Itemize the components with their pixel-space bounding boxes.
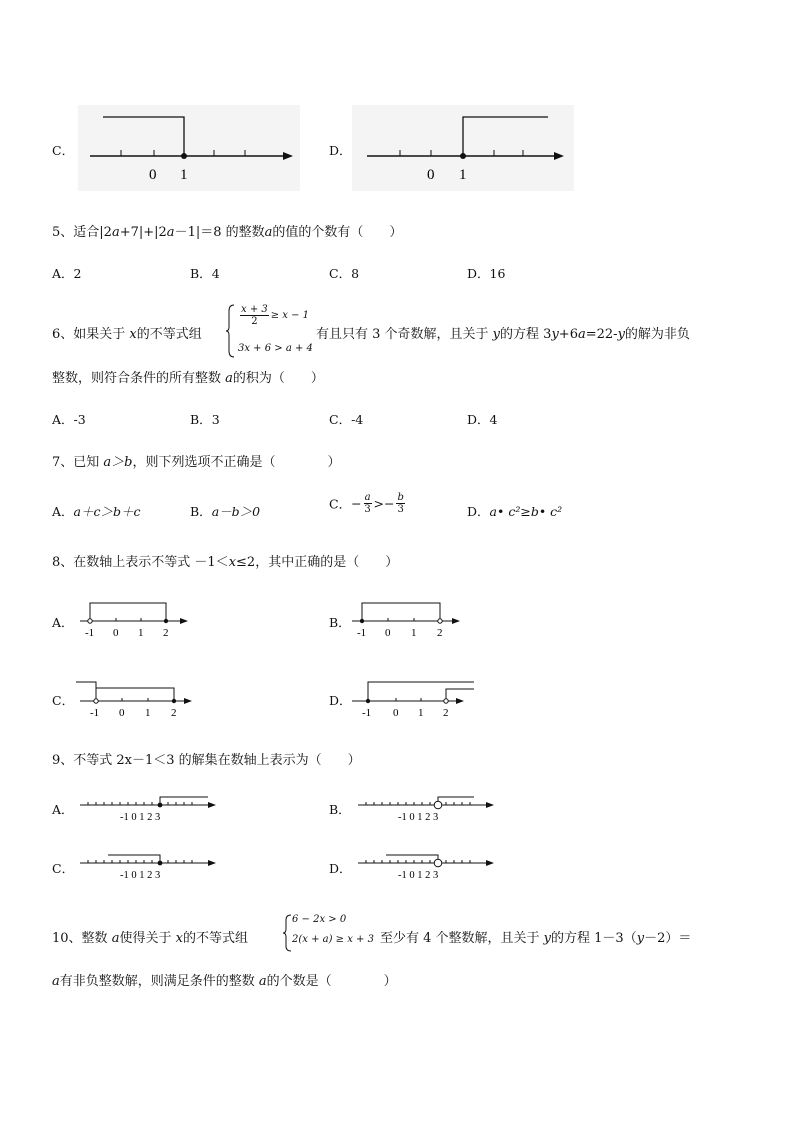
tick--1: -1 [85, 627, 95, 639]
q9b-tick-labels: -1 0 1 2 3 [398, 812, 439, 823]
q6-stem-prefix: 6、如果关于 x的不等式组 [52, 327, 202, 342]
q7-option-a[interactable]: A．a＋c＞b＋c [52, 504, 141, 519]
q4-option-c-numberline[interactable] [78, 105, 300, 191]
q7-stem: 7、已知 a＞b，则下列选项不正确是（ ） [52, 455, 341, 470]
q4-option-c-label[interactable]: C． [52, 143, 75, 158]
tick-1: 1 [180, 167, 188, 183]
tick-1: 1 [138, 627, 144, 639]
tick-2: 2 [443, 707, 449, 719]
q5-stem: 5、适合|2a+7|+|2a－1|＝8 的整数a的值的个数有（ ） [52, 225, 403, 240]
q6-option-d[interactable]: D．4 [467, 412, 498, 427]
q9-option-b-label[interactable]: B． [329, 802, 351, 817]
tick-1: 1 [145, 707, 151, 719]
q9-stem: 9、不等式 2x－1＜3 的解集在数轴上表示为（ ） [52, 753, 361, 768]
q4-option-d-numberline[interactable] [352, 105, 574, 191]
q5-option-a[interactable]: A．2 [52, 266, 82, 281]
q9c-tick-labels: -1 0 1 2 3 [120, 870, 161, 881]
q10-system-row1: 6 − 2x > 0 [292, 914, 347, 925]
tick-0: 0 [113, 627, 119, 639]
q7-option-b[interactable]: B．a－b＞0 [190, 504, 261, 519]
q9-option-c-label[interactable]: C． [52, 861, 75, 876]
q7-option-c[interactable]: C．− $\frac{a}{3}$ >− $\frac{b}{3}$ [329, 492, 404, 515]
q10-system-row2: 2(x + a) ≥ x + 3 [292, 934, 374, 945]
q8-option-c-label[interactable]: C． [52, 693, 75, 708]
tick--1: -1 [357, 627, 367, 639]
q10-stem-prefix: 10、整数 a使得关于 x的不等式组 [52, 931, 248, 946]
tick-0: 0 [393, 707, 399, 719]
q9-option-b-numberline[interactable] [356, 790, 498, 824]
tick-0: 0 [427, 167, 435, 183]
q8-option-d-label[interactable]: D． [329, 693, 352, 708]
q6-option-a[interactable]: A．-3 [52, 412, 86, 427]
q6-stem-suffix: 有且只有 3 个奇数解，且关于 y的方程 3y+6a=22-y的解为非负 [316, 327, 690, 342]
q6-stem-line2: 整数，则符合条件的所有整数 a的积为（ ） [52, 371, 324, 386]
q8-stem: 8、在数轴上表示不等式 －1＜x≤2，其中正确的是（ ） [52, 555, 399, 570]
tick-2: 2 [163, 627, 169, 639]
q6-system-row2: 3x + 6 > a + 4 [238, 343, 313, 354]
q9-option-c-numberline[interactable] [78, 848, 220, 882]
q9-option-d-label[interactable]: D． [329, 861, 352, 876]
tick-2: 2 [171, 707, 177, 719]
tick-1: 1 [418, 707, 424, 719]
tick-1: 1 [411, 627, 417, 639]
q8-option-a-label[interactable]: A． [52, 615, 74, 630]
q6-option-c[interactable]: C．-4 [329, 412, 364, 427]
q6-option-b[interactable]: B．3 [190, 412, 220, 427]
q8-option-b-numberline[interactable] [348, 598, 466, 642]
q6-system-row1: $\frac{x + 3}{2}$ ≥ x − 1 [241, 304, 310, 327]
q7-option-d[interactable]: D．a• c²≥b• c² [467, 504, 563, 519]
q9d-tick-labels: -1 0 1 2 3 [398, 870, 439, 881]
q5-option-c[interactable]: C．8 [329, 266, 360, 281]
q10-stem-suffix: 至少有 4 个整数解，且关于 y的方程 1－3（y－2）＝ [380, 931, 692, 946]
q5-option-b[interactable]: B．4 [190, 266, 220, 281]
left-brace-icon [226, 303, 236, 359]
tick--1: -1 [90, 707, 100, 719]
q9-option-a-label[interactable]: A． [52, 802, 74, 817]
q9a-tick-labels: -1 0 1 2 3 [120, 812, 161, 823]
q8-option-d-numberline[interactable] [348, 676, 476, 720]
q10-stem-line2: a有非负整数解，则满足条件的整数 a的个数是（ ） [52, 974, 397, 989]
q9-option-d-numberline[interactable] [356, 848, 498, 882]
q8-option-c-numberline[interactable] [76, 676, 200, 720]
tick-0: 0 [385, 627, 391, 639]
tick--1: -1 [362, 707, 372, 719]
tick-0: 0 [149, 167, 157, 183]
q8-option-a-numberline[interactable] [76, 598, 194, 642]
q9-option-a-numberline[interactable] [78, 790, 220, 824]
q4-option-d-label[interactable]: D． [329, 143, 352, 158]
tick-0: 0 [119, 707, 125, 719]
q5-option-d[interactable]: D．16 [467, 266, 506, 281]
tick-1: 1 [459, 167, 467, 183]
q8-option-b-label[interactable]: B． [329, 615, 351, 630]
tick-2: 2 [437, 627, 443, 639]
